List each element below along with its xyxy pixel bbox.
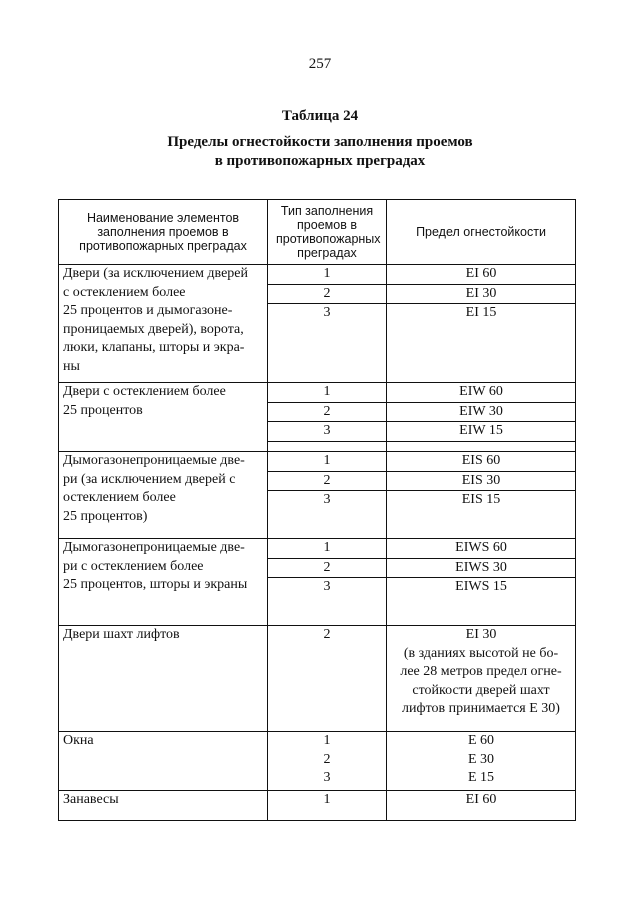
type-value: 3 — [268, 422, 386, 442]
row-limit-cell — [387, 791, 576, 821]
limit-value: EIWS 60 — [387, 539, 575, 559]
row-name-line: люки, клапаны, шторы и экра- — [63, 340, 245, 355]
row-name-line: остеклением более — [63, 490, 176, 505]
header-opening-type: Тип заполнения проемов в противопожарных преградах — [268, 200, 387, 265]
row-limit-cell — [387, 383, 576, 452]
table-title — [0, 133, 640, 171]
row-name-cell — [59, 732, 268, 791]
row-type-cell — [268, 791, 387, 821]
type-value: 2 — [268, 285, 386, 305]
table-row — [59, 732, 576, 791]
page-number: 257 — [308, 56, 332, 72]
type-value: 2 — [268, 403, 386, 423]
table-row — [59, 265, 576, 383]
row-name-line: 25 процентов и дымогазоне- — [63, 303, 233, 318]
type-value: 2 — [268, 559, 386, 579]
limit-value: EI 30 — [387, 285, 575, 305]
table-title-line: Пределы огнестойкости заполнения проемов — [167, 134, 473, 150]
row-name-line: Дымогазонепроницаемые две- — [63, 453, 245, 468]
row-type-cell — [268, 732, 387, 791]
fire-resistance-table — [58, 199, 576, 821]
type-value: 1 — [268, 539, 386, 559]
table-row — [59, 452, 576, 539]
limit-value: E 60 — [467, 733, 495, 748]
row-name-line: 25 процентов, шторы и экраны — [63, 577, 248, 592]
row-name-line: 25 процентов — [63, 402, 143, 418]
row-name-cell — [59, 539, 268, 626]
table-row — [59, 383, 576, 452]
limit-value: E 30 — [467, 751, 495, 767]
row-type-cell — [268, 265, 387, 383]
row-name-line: ри с остеклением более — [63, 558, 204, 574]
row-limit-cell — [387, 626, 576, 732]
limit-value: EIS 60 — [387, 452, 575, 472]
header-element-name: Наименование элементов заполнения проемов в противопожарных преградах — [59, 200, 268, 265]
type-value: 1 — [268, 383, 386, 403]
table-row — [59, 791, 576, 821]
limit-value: EI 60 — [465, 792, 497, 807]
row-name-line: с остеклением более — [63, 284, 186, 300]
table-title-line: в противопожарных преградах — [214, 153, 426, 169]
limit-value: EIS 30 — [387, 472, 575, 492]
table-header-row — [59, 200, 576, 265]
type-value: 3 — [323, 770, 331, 785]
limit-value: EIWS 15 — [455, 579, 507, 594]
limit-note-line: лифтов принимается E 30) — [402, 701, 560, 716]
row-name-cell — [59, 626, 268, 732]
row-name-cell — [59, 791, 268, 821]
row-name-cell — [59, 452, 268, 539]
row-limit-cell — [387, 539, 576, 626]
row-name-line: Двери (за исключением дверей — [63, 266, 248, 281]
type-value: 3 — [323, 305, 331, 320]
row-type-cell — [268, 539, 387, 626]
limit-note-line: стойкости дверей шахт — [412, 682, 550, 698]
limit-value: EIWS 30 — [387, 559, 575, 579]
row-name-line: Двери шахт лифтов — [63, 627, 180, 642]
row-name-line: ри (за исключением дверей с — [63, 471, 236, 487]
row-name-line: Двери с остеклением более — [63, 384, 226, 399]
row-name-line: ны — [63, 358, 80, 374]
row-name-line: Окна — [63, 733, 94, 748]
row-name-cell — [59, 265, 268, 383]
row-name-line: 25 процентов) — [63, 508, 148, 524]
type-value: 1 — [268, 452, 386, 472]
row-type-cell — [268, 626, 387, 732]
type-value: 2 — [323, 751, 331, 767]
row-limit-cell — [387, 265, 576, 383]
row-limit-cell — [387, 732, 576, 791]
limit-value: EIW 15 — [387, 422, 575, 442]
row-type-cell — [268, 383, 387, 452]
limit-note-line: лее 28 метров предел огне- — [400, 664, 562, 679]
limit-value: EIW 60 — [387, 383, 575, 403]
type-value: 3 — [323, 492, 331, 507]
limit-value: EIS 15 — [461, 492, 501, 507]
type-value: 1 — [323, 733, 331, 748]
type-value: 3 — [323, 579, 331, 594]
type-value: 1 — [268, 265, 386, 285]
row-name-line: проницаемых дверей), ворота, — [63, 321, 244, 337]
limit-value: E 15 — [467, 770, 495, 785]
type-value: 1 — [323, 792, 331, 807]
limit-note-line: (в зданиях высотой не бо- — [403, 645, 559, 661]
limit-note-line: EI 30 — [465, 627, 497, 642]
row-type-cell — [268, 452, 387, 539]
table-row — [59, 539, 576, 626]
row-limit-cell — [387, 452, 576, 539]
limit-value: EI 60 — [387, 265, 575, 285]
row-name-cell — [59, 383, 268, 452]
table-row — [59, 626, 576, 732]
row-name-line: Занавесы — [63, 792, 119, 807]
limit-value: EIW 30 — [387, 403, 575, 423]
type-value: 2 — [323, 627, 331, 642]
header-fire-limit: Предел огнестойкости — [387, 200, 576, 265]
limit-value: EI 15 — [465, 305, 497, 320]
row-name-line: Дымогазонепроницаемые две- — [63, 540, 245, 555]
table-caption: Таблица 24 — [281, 108, 359, 124]
type-value: 2 — [268, 472, 386, 492]
